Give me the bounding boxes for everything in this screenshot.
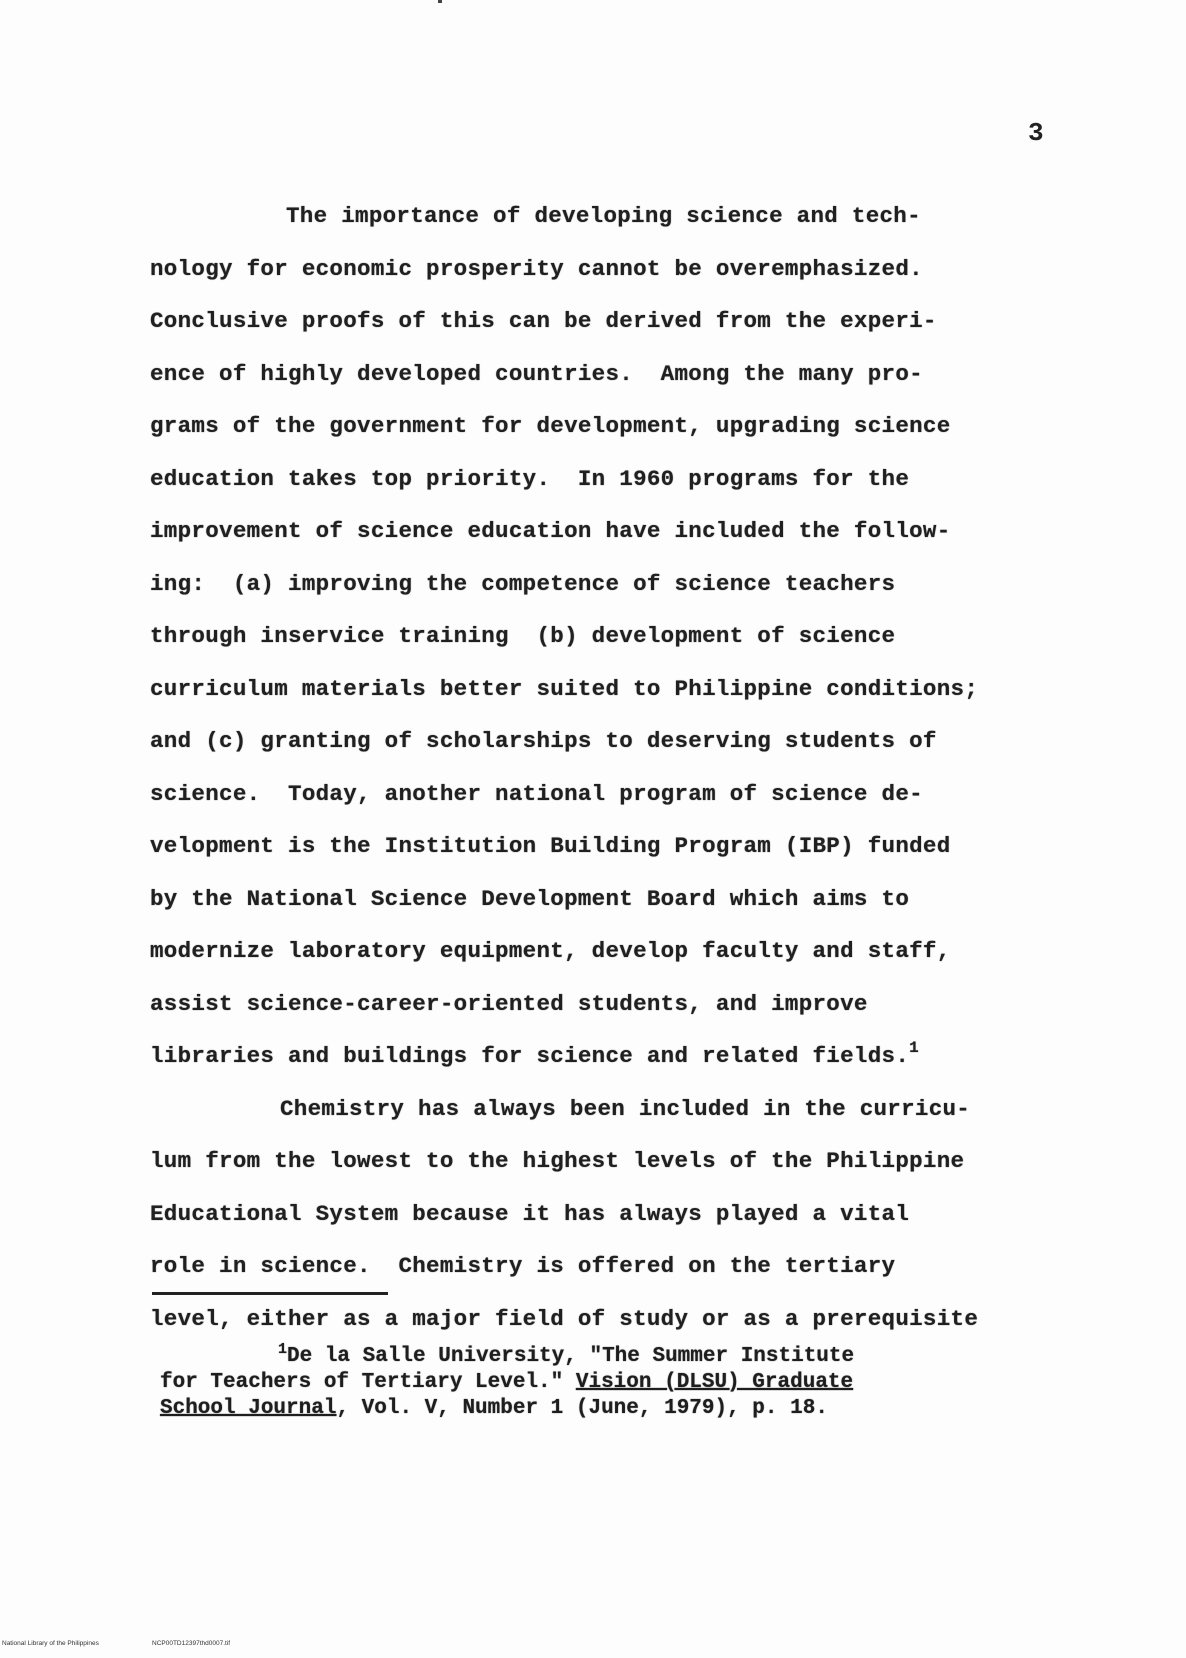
text-line: Conclusive proofs of this can be derived from the experi- <box>150 308 937 334</box>
text-line: velopment is the Institution Building Program (IBP) funded <box>150 833 951 859</box>
footnote <box>160 1341 1060 1422</box>
text-line: lum from the lowest to the highest levels of the Philippine <box>150 1148 965 1174</box>
text-line: Educational System because it has always played a vital <box>150 1200 910 1227</box>
footnote-line <box>160 1396 1060 1422</box>
scan-file-label: NCP00TD12397thd0007.tif <box>152 1640 231 1647</box>
footnote-line <box>160 1370 1060 1396</box>
body-text <box>150 190 1110 1345</box>
page-number: 3 <box>1028 118 1044 148</box>
text-line: The importance of developing science and tech- <box>286 203 921 229</box>
text-line-content: libraries and buildings for science and related fields. <box>150 1043 910 1069</box>
scan-source-label: National Library of the Philippines <box>2 1640 99 1647</box>
footnote-divider <box>152 1292 388 1295</box>
text-line: education takes top priority. In 1960 programs for the <box>150 465 910 492</box>
text-line: nology for economic prosperity cannot be overemphasized. <box>150 255 923 282</box>
text-line-with-footnote-ref <box>150 1030 1110 1083</box>
text-line: ence of highly developed countries. Among the many pro- <box>150 360 923 387</box>
text-line: assist science-career-oriented students, and improve <box>150 990 868 1017</box>
scan-speck <box>438 0 442 3</box>
text-line: improvement of science education have included the follow- <box>150 518 951 544</box>
text-line: and (c) granting of scholarships to deserving students of <box>150 728 937 754</box>
footnote-journal-title: Vision (DLSU) Graduate <box>575 1371 854 1394</box>
footnote-line <box>160 1341 1060 1370</box>
footnote-journal-title: School Journal <box>160 1397 337 1420</box>
footnote-text: De la Salle University, "The Summer Institute <box>287 1345 855 1368</box>
text-line: by the National Science Development Board which aims to <box>150 885 910 912</box>
text-line: curriculum materials better suited to Philippine conditions; <box>150 675 979 702</box>
text-line: through inservice training (b) development of science <box>150 623 896 649</box>
text-line: role in science. Chemistry is offered on the tertiary <box>150 1253 896 1279</box>
text-line: science. Today, another national program of science de- <box>150 780 923 807</box>
footnote-text: for Teachers of Tertiary Level." <box>160 1371 576 1394</box>
text-line: ing: (a) improving the competence of science teachers <box>150 570 896 597</box>
text-line: grams of the government for development, upgrading science <box>150 413 951 439</box>
footnote-text: , Vol. V, Number 1 (June, 1979), p. 18. <box>336 1397 828 1420</box>
footnote-reference: 1 <box>909 1039 920 1057</box>
text-line: level, either as a major field of study or as a prerequisite <box>150 1305 979 1332</box>
text-line: Chemistry has always been included in the curricu- <box>280 1095 971 1122</box>
footnote-marker: 1 <box>278 1341 288 1358</box>
text-line: modernize laboratory equipment, develop faculty and staff, <box>150 938 951 964</box>
